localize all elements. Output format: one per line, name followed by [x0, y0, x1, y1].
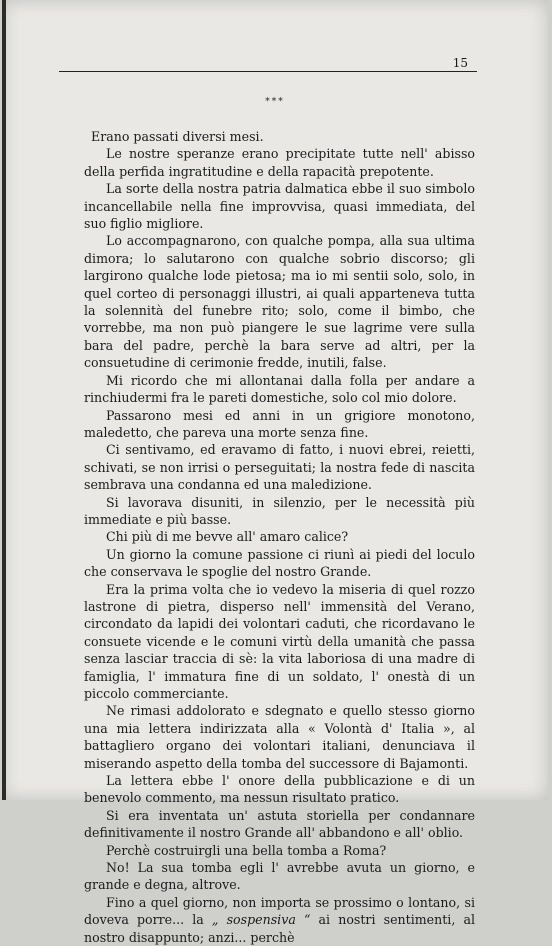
paragraph: Lo accompagnarono, con qualche pompa, alla sua ultima dimora; lo salutarono con qualche sobrio discorso; gli largirono qualche lode pietosa; ma io mi sentii solo, solo, in quel corteo di personaggi illustri, ai quali apparteneva tutta la solennità del funebre rito; solo, come il bimbo, che vorrebbe, ma non può piangere le sue lagrime vere sulla bara del padre, perchè la bara serve ad altri, per la consuetudine di cerimonie fredde, inutili, false. — [84, 233, 475, 371]
body-text — [84, 128, 475, 946]
paragraph-last — [84, 894, 475, 946]
header-rule — [59, 71, 477, 72]
paragraph: Chi più di me bevve all' amaro calice? — [106, 529, 349, 545]
section-separator: *** — [265, 97, 285, 107]
paragraph: Mi ricordo che mi allontanai dalla folla per andare a rinchiudermi fra le pareti domestiche, solo col mio dolore. — [84, 372, 475, 406]
paragraph: Era la prima volta che io vedevo la miseria di quel rozzo lastrone di pietra, disperso nell' immensità del Verano, circondato da lapidi dei volontari caduti, che ricordavano le consuete vicende e le comuni virtù della umanità che passa senza lasciar traccia di sè: la vita laboriosa di una madre di famiglia, l' immatura fine di un soldato, l' onestà di un piccolo commerciante. — [84, 581, 475, 701]
text-run: ai nostri sentimenti, al nostro disappunto; anzi... perchè — [84, 912, 475, 945]
page-number: 15 — [452, 56, 468, 70]
paragraph: Si lavorava disuniti, in silenzio, per le necessità più immediate e più basse. — [84, 494, 475, 527]
paragraph: Le nostre speranze erano precipitate tutte nell' abisso della perfida ingratitudine e della rapacità prepotente. — [84, 146, 475, 179]
paragraph: Ci sentivamo, ed eravamo di fatto, i nuovi ebrei, reietti, schivati, se non irrisi o perseguitati; la nostra fede di nascita sembrava una condanna ed una maledizione. — [84, 442, 475, 493]
paragraph: La sorte della nostra patria dalmatica ebbe il suo simbolo incancellabile nella fine improvvisa, quasi immediata, del suo figlio migliore. — [84, 181, 475, 232]
book-page — [2, 0, 548, 945]
text-run: Fino a quel giorno, non importa se prossimo o lontano, si doveva porre... la — [84, 894, 475, 928]
paragraph: Un giorno la comune passione ci riunì ai piedi del loculo che conservava le spoglie del nostro Grande. — [84, 546, 475, 580]
paragraph: La lettera ebbe l' onore della pubblicazione e di un benevolo commento, ma nessun risultato pratico. — [84, 773, 475, 806]
page-edge-shadow — [2, 0, 6, 800]
paragraph: Ne rimasi addolorato e sdegnato e quello stesso giorno una mia lettera indirizzata alla « Volontà d' Italia », al battagliero organo dei volontari italiani, denunciava il miserando aspetto della tomba del successore di Bajamonti. — [84, 703, 475, 771]
paragraph: No! La sua tomba egli l' avrebbe avuta un giorno, e grande e degna, altrove. — [84, 860, 475, 893]
paragraph: Si era inventata un' astuta storiella per condannare definitivamente il nostro Grande all' abbandono e all' oblio. — [84, 807, 475, 841]
paragraph: Passarono mesi ed anni in un grigiore monotono, maledetto, che pareva una morte senza fine. — [84, 407, 475, 440]
italic-term: „ sospensiva “ — [211, 912, 311, 928]
paragraph: Erano passati diversi mesi. — [91, 129, 264, 144]
paragraph: Perchè costruirgli una bella tomba a Roma? — [106, 842, 387, 858]
